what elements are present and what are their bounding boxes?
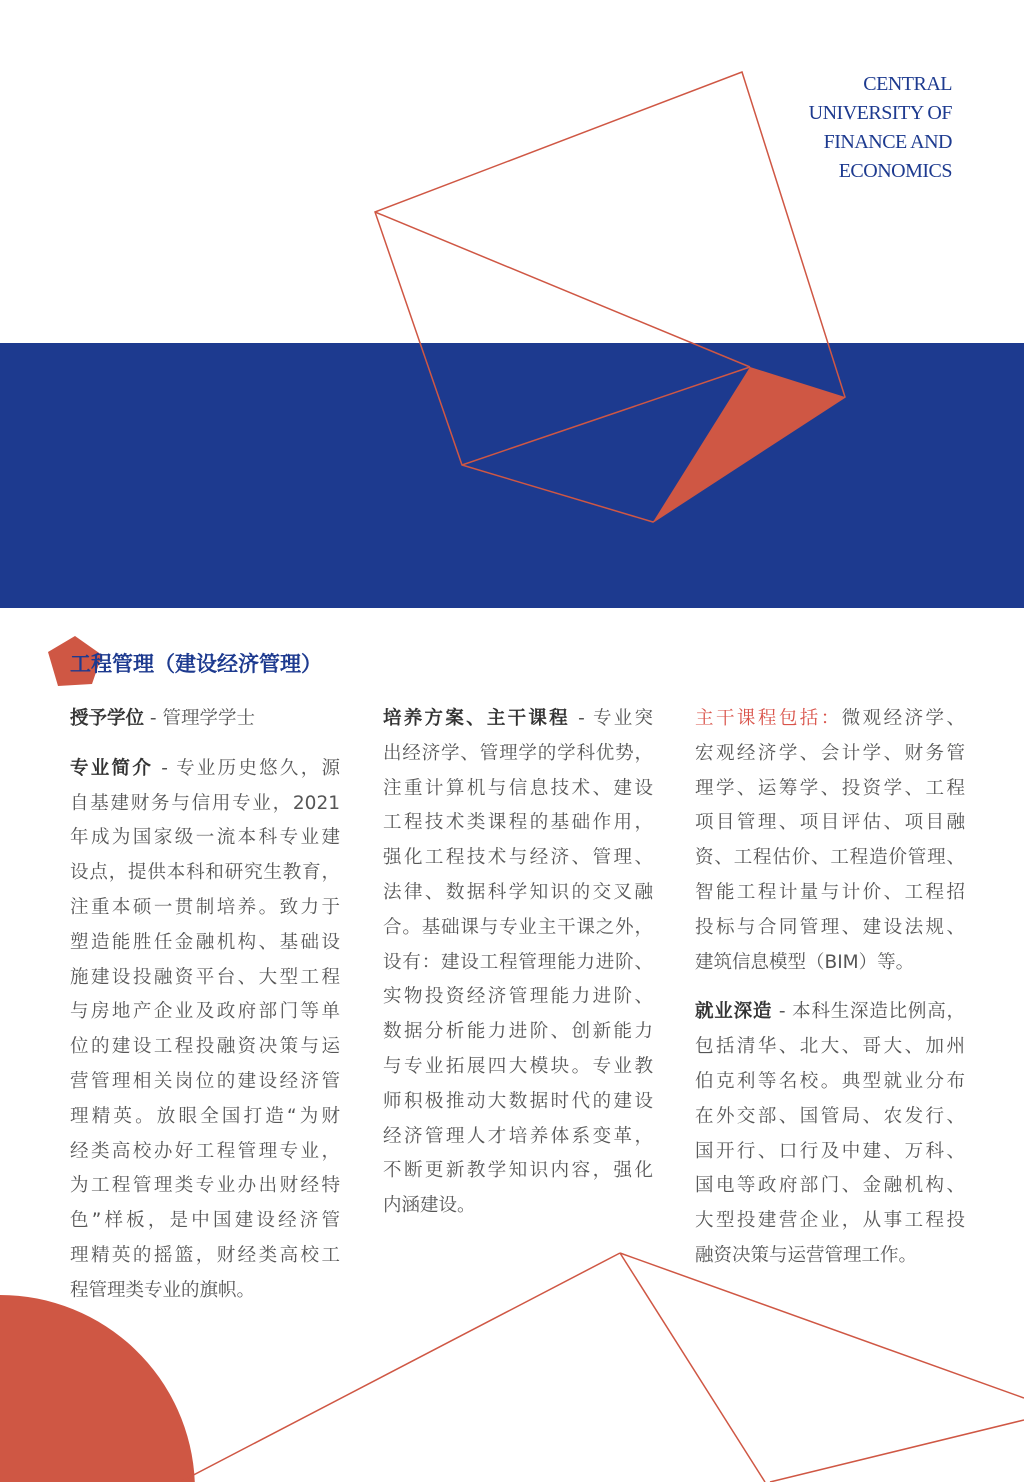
text-line	[70, 1274, 340, 1309]
separator: -	[569, 708, 593, 729]
polyhedron-outline	[375, 72, 845, 522]
text-line	[695, 911, 965, 946]
line-text: 微观经济学、	[841, 708, 965, 729]
line-text: 理学、运筹学、投资学、工程	[695, 777, 965, 799]
line-text: 管理学学士	[162, 708, 255, 729]
line-text: 宏观经济学、会计学、财务管	[695, 742, 965, 764]
text-line	[383, 1015, 653, 1050]
line-text: 设有：建设工程管理能力进阶、	[383, 951, 653, 973]
line-text: 经类高校办好工程管理专业，	[70, 1140, 340, 1162]
text-line	[695, 1065, 965, 1100]
line-text: 本科生深造比例高，	[792, 1001, 965, 1023]
line-text: 工程技术类课程的基础作用，	[383, 812, 653, 834]
text-line	[70, 1204, 340, 1239]
line-text: 年成为国家级一流本科专业建	[70, 827, 340, 849]
line-text: 注重计算机与信息技术、建设	[383, 777, 653, 799]
line-text: 专业历史悠久，源	[176, 757, 340, 779]
text-line	[383, 946, 653, 981]
column-1	[70, 702, 340, 1324]
paragraph	[70, 752, 340, 1309]
line-text: 国开行、口行及中建、万科、	[695, 1140, 965, 1162]
line-text: 经济管理人才培养体系变革，	[383, 1125, 653, 1147]
line-text: 法律、数据科学知识的交叉融	[383, 881, 653, 903]
paragraph-label: 专业简介	[70, 757, 154, 779]
text-line	[695, 841, 965, 876]
text-line	[383, 911, 653, 946]
line-text: 国电等政府部门、金融机构、	[695, 1175, 965, 1197]
line-text: 实物投资经济管理能力进阶、	[383, 986, 653, 1008]
text-line	[383, 980, 653, 1015]
brand-line: CENTRAL	[863, 73, 952, 95]
text-line	[695, 772, 965, 807]
text-line	[383, 702, 653, 737]
line-text: 内涵建设。	[383, 1195, 476, 1217]
line-text: 为工程管理类专业办出财经特	[70, 1175, 340, 1197]
text-line	[383, 772, 653, 807]
brand-line: ECONOMICS	[838, 160, 952, 182]
line-text: 强化工程技术与经济、管理、	[383, 847, 653, 869]
paragraph	[70, 702, 340, 737]
text-line	[70, 702, 340, 737]
column-3	[695, 702, 965, 1289]
text-line	[70, 856, 340, 891]
line-text: 设点，提供本科和研究生教育，	[70, 862, 340, 884]
text-line	[70, 1239, 340, 1274]
line-text: 注重本硕一贯制培养。致力于	[70, 896, 340, 918]
text-line	[695, 1135, 965, 1170]
paragraph	[695, 702, 965, 980]
text-line	[383, 1120, 653, 1155]
line-text: 程管理类专业的旗帜。	[70, 1279, 256, 1301]
line-text: 理精英。放眼全国打造“为财	[70, 1105, 340, 1127]
line-text: 师积极推动大数据时代的建设	[383, 1090, 653, 1112]
text-line	[695, 737, 965, 772]
line-text: 营管理相关岗位的建设经济管	[70, 1070, 340, 1092]
line-text: 智能工程计量与计价、工程招	[695, 881, 965, 903]
paragraph	[695, 995, 965, 1273]
line-text: 不断更新教学知识内容，强化	[383, 1160, 653, 1182]
paragraph-label: 培养方案、主干课程	[383, 708, 570, 729]
line-text: 大型投建营企业，从事工程投	[695, 1210, 965, 1232]
line-text: 投标与合同管理、建设法规、	[695, 916, 965, 938]
text-line	[695, 1204, 965, 1239]
text-line	[70, 1100, 340, 1135]
text-line	[70, 1169, 340, 1204]
line-text: 施建设投融资平台、大型工程	[70, 966, 340, 988]
text-line	[70, 926, 340, 961]
text-line	[70, 1065, 340, 1100]
text-line	[383, 1050, 653, 1085]
text-line	[383, 806, 653, 841]
paragraph	[383, 702, 653, 1224]
brand-line: FINANCE AND	[823, 131, 952, 153]
university-wordmark	[809, 70, 952, 186]
line-text: 专业突	[592, 708, 653, 729]
brand-line: UNIVERSITY OF	[808, 102, 952, 124]
line-text: 理精英的摇篮，财经类高校工	[70, 1244, 340, 1266]
polyhedron-edge	[375, 212, 750, 367]
text-line	[383, 1154, 653, 1189]
text-line	[695, 1100, 965, 1135]
line-text: 建筑信息模型（BIM）等。	[695, 951, 915, 973]
text-line	[383, 737, 653, 772]
line-text: 塑造能胜任金融机构、基础设	[70, 931, 340, 953]
line-text: 位的建设工程投融资决策与运	[70, 1036, 340, 1058]
text-line	[70, 961, 340, 996]
paragraph-label: 主干课程包括：	[695, 708, 842, 729]
text-line	[695, 995, 965, 1030]
text-line	[70, 995, 340, 1030]
text-line	[695, 946, 965, 981]
text-line	[70, 752, 340, 787]
line-text: 合。基础课与专业主干课之外，	[383, 916, 653, 938]
text-line	[383, 1085, 653, 1120]
text-line	[695, 702, 965, 737]
text-line	[70, 891, 340, 926]
line-text: 在外交部、国管局、农发行、	[695, 1105, 965, 1127]
text-line	[695, 876, 965, 911]
line-text: 融资决策与运营管理工作。	[695, 1244, 918, 1266]
text-line	[70, 787, 340, 822]
line-text: 自基建财务与信用专业，2021	[70, 792, 340, 814]
text-line	[695, 1030, 965, 1065]
text-line	[695, 1169, 965, 1204]
separator: -	[153, 757, 177, 779]
text-line	[695, 1239, 965, 1274]
line-text: 资、工程估价、工程造价管理、	[695, 847, 965, 869]
line-text: 数据分析能力进阶、创新能力	[383, 1021, 653, 1043]
line-text: 项目管理、项目评估、项目融	[695, 812, 965, 834]
line-text: 与房地产企业及政府部门等单	[70, 1001, 340, 1023]
paragraph-label: 就业深造	[695, 1001, 773, 1023]
line-text: 色”样板，是中国建设经济管	[70, 1210, 340, 1232]
text-line	[70, 821, 340, 856]
major-title: 工程管理（建设经济管理）	[70, 652, 322, 676]
paragraph-label: 授予学位	[70, 708, 145, 729]
line-text: 伯克利等名校。典型就业分布	[695, 1070, 965, 1092]
text-line	[383, 1189, 653, 1224]
text-line	[383, 841, 653, 876]
bottom-edge	[770, 1420, 1024, 1482]
separator: -	[772, 1001, 793, 1023]
text-line	[70, 1030, 340, 1065]
line-text: 与专业拓展四大模块。专业教	[383, 1055, 653, 1077]
line-text: 包括清华、北大、哥大、加州	[695, 1036, 965, 1058]
text-line	[695, 806, 965, 841]
text-line	[383, 876, 653, 911]
text-line	[70, 1135, 340, 1170]
separator: -	[144, 708, 163, 729]
column-2	[383, 702, 653, 1239]
line-text: 出经济学、管理学的学科优势，	[383, 742, 653, 764]
